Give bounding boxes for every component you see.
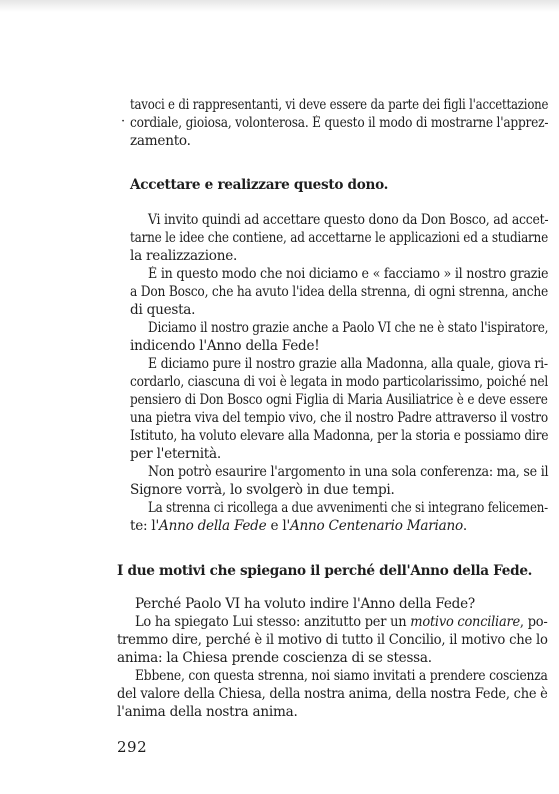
text-line: Istituto, ha voluto elevare alla Madonna, per la storia e possiamo dire	[130, 428, 549, 444]
italic-title: Anno Centenario Mariano	[289, 518, 463, 534]
text-line: Perché Paolo VI ha voluto indire l'Anno della Fede?	[135, 596, 475, 612]
text-line: Vi invito quindi ad accettare questo dono da Don Bosco, ad accet-	[148, 212, 549, 228]
text-line: La strenna ci ricollega a due avvenimenti che si integrano felicemen-	[148, 500, 548, 516]
text-line: Ebbene, con questa strenna, noi siamo invitati a prendere coscienza	[135, 668, 548, 684]
text-line: tavoci e di rappresentanti, vi deve essere da parte dei figli l'accettazione	[130, 97, 549, 113]
text-line: Diciamo il nostro grazie anche a Paolo VI che ne è stato l'ispiratore,	[148, 320, 549, 336]
section-heading: I due motivi che spiegano il perché dell'Anno della Fede.	[117, 563, 533, 579]
italic-phrase: motivo conciliare	[410, 614, 520, 630]
text-line-with-italics	[130, 517, 467, 535]
text-fragment: , po-	[519, 614, 548, 630]
section-heading: Accettare e realizzare questo dono.	[130, 177, 389, 193]
text-line: pensiero di Don Bosco ogni Figlia di Maria Ausiliatrice è e deve essere	[130, 392, 548, 408]
text-line: Signore vorrà, lo svolgerò in due tempi.	[130, 482, 395, 498]
text-line: a Don Bosco, che ha avuto l'idea della strenna, di ogni strenna, anche	[130, 284, 549, 300]
text-line: l'anima della nostra anima.	[117, 704, 298, 720]
text-line: zamento.	[130, 133, 191, 149]
text-line: anima: la Chiesa prende coscienza di se stessa.	[117, 650, 432, 666]
text-line: tremmo dire, perché è il motivo di tutto il Concilio, il motivo che lo	[117, 632, 548, 648]
text-line: È in questo modo che noi diciamo e « facciamo » il nostro grazie	[148, 266, 549, 282]
text-line: una pietra viva del tempio vivo, che il nostro Padre attraverso il vostro	[130, 410, 548, 426]
text-fragment: .	[462, 518, 467, 534]
text-line: tarne le idee che contiene, ad accettarne le applicazioni ed a studiarne	[130, 230, 549, 246]
text-line: la realizzazione.	[130, 248, 238, 264]
text-line: E diciamo pure il nostro grazie alla Madonna, alla quale, giova ri-	[148, 356, 548, 372]
margin-mark: ·	[121, 114, 126, 129]
page-number: 292	[117, 738, 148, 756]
text-fragment: te: l'	[130, 518, 159, 534]
text-line: di questa.	[130, 302, 196, 318]
text-line: Non potrò esaurire l'argomento in una sola conferenza: ma, se il	[148, 464, 549, 480]
text-line-with-italics	[135, 613, 548, 631]
scan-top-edge	[0, 0, 559, 12]
text-line: cordiale, gioiosa, volonterosa. È questo il modo di mostrarne l'apprez-	[130, 115, 549, 131]
text-fragment: e l'	[266, 518, 290, 534]
italic-title: Anno della Fede	[159, 518, 267, 534]
text-line: cordarlo, ciascuna di voi è legata in modo particolarissimo, poiché nel	[130, 374, 549, 390]
text-line: del valore della Chiesa, della nostra anima, della nostra Fede, che è	[117, 686, 548, 702]
text-line: per l'eternità.	[130, 446, 221, 462]
text-fragment: Lo ha spiegato Lui stesso: anzitutto per un	[135, 614, 411, 630]
text-line: indicendo l'Anno della Fede!	[130, 338, 320, 354]
